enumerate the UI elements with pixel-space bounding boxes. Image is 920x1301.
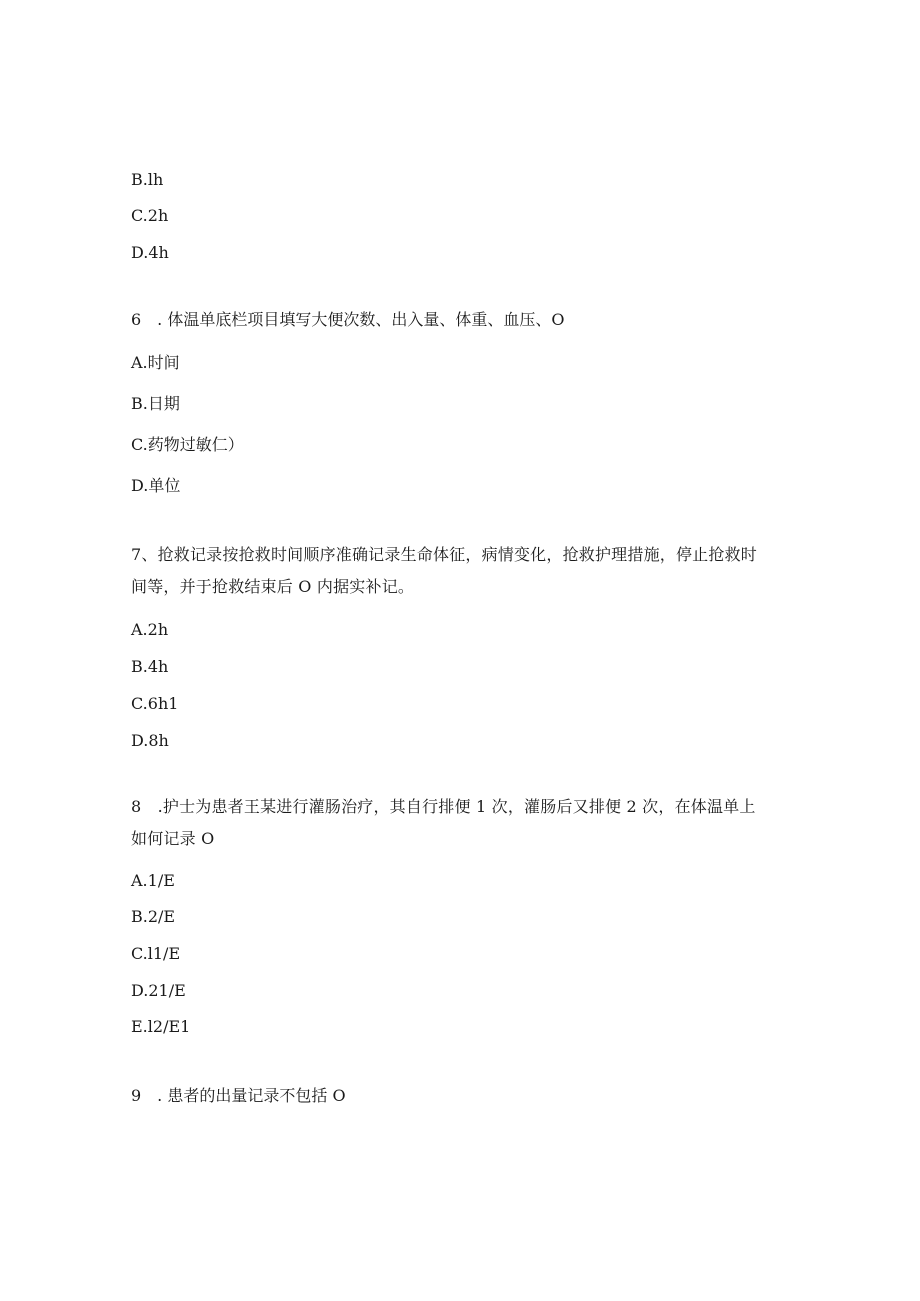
option-6c: C.药物过敏仁）: [131, 435, 244, 454]
question-6: 6 . 体温单底栏项目填写大便次数、出入量、体重、血压、O: [131, 310, 565, 329]
option-8d: D.21/E: [131, 981, 186, 1000]
option-7b: B.4h: [131, 657, 169, 676]
option-5b: B.lh: [131, 170, 164, 189]
question-8: 8 .护士为患者王某进行灌肠治疗，其自行排便 1 次，灌肠后又排便 2 次，在体温单上如何记录 O: [131, 797, 756, 848]
question-7: 7、抢救记录按抢救时间顺序准确记录生命体征，病情变化，抢救护理措施，停止抢救时间等，并于抢救结束后 O 内据实补记。: [131, 545, 757, 596]
option-8a: A.1/E: [131, 871, 175, 890]
option-6d: D.单位: [131, 476, 181, 495]
option-8b: B.2/E: [131, 907, 176, 926]
option-5c: C.2h: [131, 206, 169, 225]
option-8c: C.l1/E: [131, 944, 181, 963]
option-7c: C.6h1: [131, 694, 179, 713]
option-7d: D.8h: [131, 731, 169, 750]
question-9: 9 . 患者的出量记录不包括 O: [131, 1086, 346, 1105]
option-6b: B.日期: [131, 394, 180, 413]
option-7a: A.2h: [131, 620, 169, 639]
option-5d: D.4h: [131, 243, 169, 262]
option-8e: E.l2∕E1: [131, 1017, 191, 1036]
option-6a: A.时间: [131, 353, 180, 372]
